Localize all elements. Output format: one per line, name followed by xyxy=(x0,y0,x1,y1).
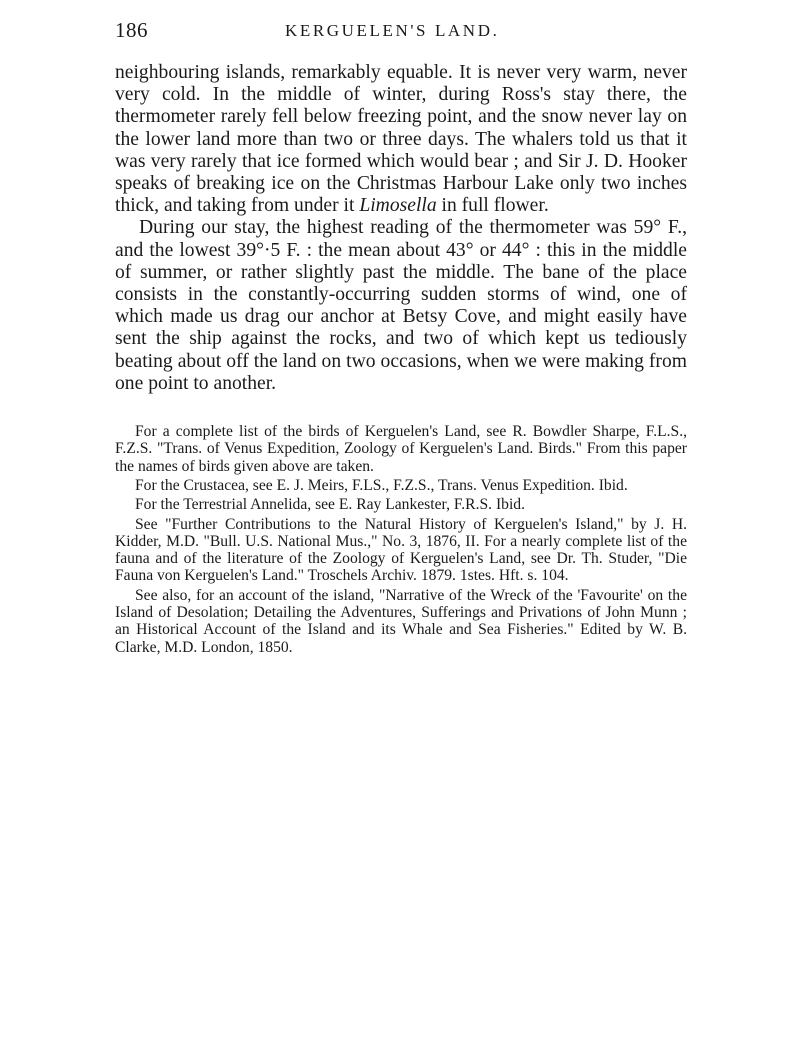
body-paragraph-1-text: neighbouring islands, remarkably equable. It is never very warm, never very cold. In the middle of winter, during Ross's stay there, the thermometer rarely fell below freezing point, and the snow never lay on the lower land more than two or three days. The whalers told us that it was very rarely that ice formed which would bear ; and Sir J. D. Hooker speaks of breaking ice on the Christmas Harbour Lake only two inches thick, and taking from under it xyxy=(115,62,687,217)
footnote-5: See also, for an account of the island, "Narrative of the Wreck of the 'Favourite' on the Island of Desolation; Detailing the Adventures, Sufferings and Privations of John Munn ; an Historical Account of the Island and its Whale and Sea Fisheries." Edited by W. B. Clarke, M.D. London, 1850. xyxy=(115,586,687,656)
footnotes xyxy=(115,423,687,656)
footnote-4: See "Further Contributions to the Natural History of Kerguelen's Island," by J. H. Kidder, M.D. "Bull. U.S. National Mus.," No. 3, 1876, II. For a nearly complete list of the fauna and of the literature of the Zoology of Kerguelen's Land, see Dr. Th. Studer, "Die Fauna von Kerguelen's Land." Troschels Archiv. 1879. 1stes. Hft. s. 104. xyxy=(115,515,687,585)
body-paragraph-1-italic: Limosella xyxy=(359,195,437,217)
body-paragraph-2: During our stay, the highest reading of the thermometer was 59° F., and the lowest 39°·5 F. : the mean about 43° or 44° : this in the middle of summer, or rather slightly past the middle. The bane of the place consists in the constantly-occurring sudden storms of wind, one of which made us drag our anchor at Betsy Cove, and might easily have sent the ship against the rocks, and two of which kept us tediously beating about off the land on two occasions, when we were making from one point to another. xyxy=(115,217,687,394)
footnote-3: For the Terrestrial Annelida, see E. Ray Lankester, F.R.S. Ibid. xyxy=(135,496,525,514)
footnote-1: For a complete list of the birds of Kerguelen's Land, see R. Bowdler Sharpe, F.L.S., F.Z.S. "Trans. of Venus Expedition, Zoology of Kerguelen's Land. Birds." From this paper the names of birds given above are taken. xyxy=(115,423,687,475)
book-page xyxy=(115,18,687,658)
page-number: 186 xyxy=(115,18,148,42)
main-text xyxy=(115,62,687,395)
body-paragraph-1 xyxy=(115,62,687,217)
running-head xyxy=(115,18,687,48)
footnote-2: For the Crustacea, see E. J. Meirs, F.LS., F.Z.S., Trans. Venus Expedition. Ibid. xyxy=(135,476,628,494)
body-paragraph-1-end: in full flower. xyxy=(436,195,549,217)
running-title: KERGUELEN'S LAND. xyxy=(285,21,500,40)
